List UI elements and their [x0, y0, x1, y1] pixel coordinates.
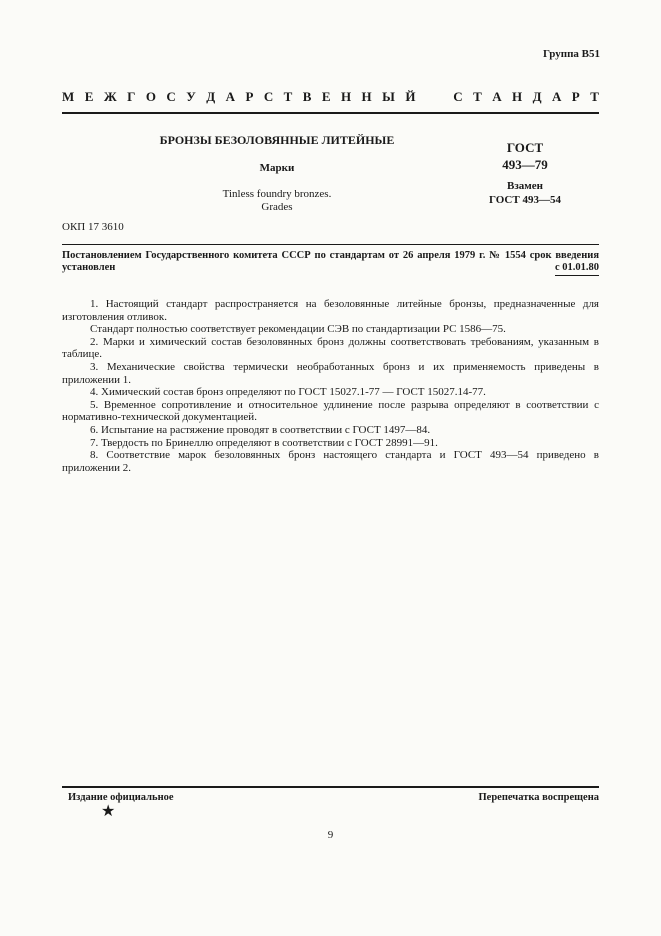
paragraph-7: 7. Твердость по Бринеллю определяют в соответствии с ГОСТ 28991—91.: [90, 436, 438, 449]
decree-established: установлен: [62, 262, 116, 273]
header-letter: Н: [340, 89, 352, 104]
group-code: Группа В51: [542, 48, 600, 60]
header-letter: [426, 89, 429, 105]
gost-number: 493—79: [502, 157, 548, 172]
gost-block: [470, 140, 580, 206]
paragraph-6: 6. Испытание на растяжение проводят в соответствии с ГОСТ 1497—84.: [90, 423, 431, 436]
header-letter: Е: [84, 89, 94, 104]
paragraph-2: 2. Марки и химический состав безоловянных бронз должны соответствовать требованиям, указанным в таблице.: [62, 335, 599, 361]
star-icon: ★: [101, 801, 116, 820]
header-letter: В: [302, 89, 312, 104]
paragraph-5: 5. Временное сопротивление и относительное удлинение после разрыва определяют в соответствии с нормативно-технической документацией.: [62, 398, 599, 424]
decree-block: [62, 250, 599, 276]
header-letter: [440, 89, 443, 105]
okp-code: ОКП 17 3610: [62, 221, 124, 233]
header-letter: С: [263, 89, 274, 104]
header-letter: Н: [512, 89, 523, 104]
header-letter: М: [62, 89, 75, 104]
decree-line1: Постановлением Государственного комитета СССР по стандартам от 26 апреля 1979 г. № 1554 срок введения: [62, 250, 599, 261]
english-title-line2: Grades: [261, 201, 293, 213]
okp-rule: [62, 244, 599, 245]
header-letter: Й: [405, 89, 416, 104]
header-title: [62, 89, 599, 105]
paragraph-8: 8. Соответствие марок безоловянных бронз настоящего стандарта и ГОСТ 493—54 приведено в приложении 2.: [62, 449, 599, 474]
replaces-label: Взамен: [507, 180, 543, 192]
standard-header: [62, 89, 599, 105]
header-letter: А: [492, 89, 502, 104]
english-title-line1: Tinless foundry bronzes.: [222, 188, 332, 200]
header-letter: Н: [361, 89, 372, 104]
paragraph-4: 4. Химический состав бронз определяют по ГОСТ 15027.1-77 — ГОСТ 15027.14-77.: [90, 386, 486, 399]
header-letter: Д: [206, 89, 216, 104]
header-letter: А: [551, 89, 562, 104]
document-subtitle: Марки: [259, 162, 295, 174]
header-letter: У: [186, 89, 196, 104]
paragraph-3: 3. Механические свойства термически необработанных бронз и их применяемость приведены в приложении 1.: [62, 360, 599, 386]
reprint-prohibited: Перепечатка воспрещена: [478, 792, 599, 803]
header-letter: А: [225, 89, 235, 104]
header-rule: [62, 112, 599, 114]
header-letter: Т: [590, 89, 599, 104]
header-letter: Р: [245, 89, 254, 104]
paragraph-1: 1. Настоящий стандарт распространяется на безоловянные литейные бронзы, предназначенные для изготовления отливок.: [62, 298, 599, 323]
document-title: БРОНЗЫ БЕЗОЛОВЯННЫЕ ЛИТЕЙНЫЕ: [159, 133, 395, 147]
document-body: [62, 298, 599, 474]
official-edition: Издание официальное: [68, 792, 174, 803]
header-letter: Т: [283, 89, 293, 104]
header-letter: Ы: [382, 89, 395, 104]
header-letter: Ж: [103, 89, 117, 104]
header-letter: С: [166, 89, 176, 104]
header-letter: Е: [321, 89, 331, 104]
header-letter: О: [145, 89, 156, 104]
header-letter: Р: [571, 89, 580, 104]
replaces-number: ГОСТ 493—54: [489, 194, 561, 206]
page-number: 9: [327, 829, 334, 841]
title-block: [62, 133, 452, 213]
footer-rule: [62, 786, 599, 788]
header-letter: Д: [532, 89, 542, 104]
decree-line2: [62, 262, 599, 276]
decree-date: с 01.01.80: [555, 262, 599, 276]
paragraph-1-note: Стандарт полностью соответствует рекомендации СЭВ по стандартизации РС 1586—75.: [90, 323, 506, 336]
header-letter: С: [453, 89, 463, 104]
gost-label: ГОСТ: [506, 140, 544, 155]
header-letter: Т: [473, 89, 482, 104]
header-letter: Г: [127, 89, 136, 104]
